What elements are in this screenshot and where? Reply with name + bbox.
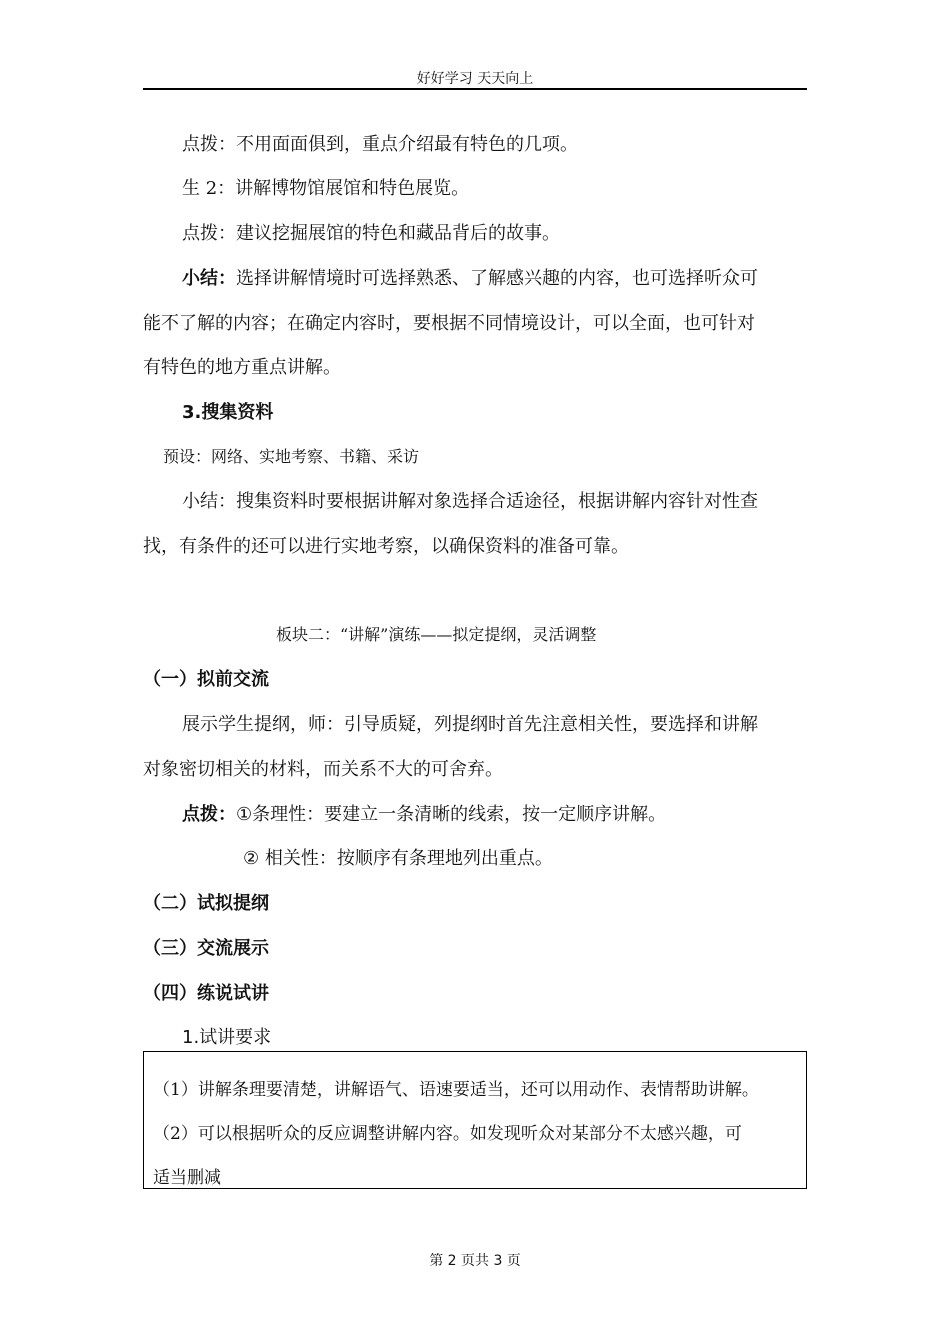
hint-label: 点拨： bbox=[182, 804, 236, 825]
subheading-1: （一）拟前交流 bbox=[143, 669, 269, 690]
hint-item-1-text: ①条理性：要建立一条清晰的线索，按一定顺序讲解。 bbox=[236, 804, 667, 825]
preset-text: 预设：网络、实地考察、书籍、采访 bbox=[163, 447, 420, 466]
section-title: 板块二：“讲解”演练——拟定提纲，灵活调整 bbox=[276, 625, 597, 644]
hint-label: 点拨： bbox=[182, 134, 236, 155]
requirement-1: （1）讲解条理要清楚，讲解语气、语速要适当，还可以用动作、表情帮助讲解。 bbox=[153, 1080, 759, 1100]
summary-2-line-1: 小结：搜集资料时要根据讲解对象选择合适途径，根据讲解内容针对性查 bbox=[182, 491, 758, 512]
summary-1-line-3: 有特色的地方重点讲解。 bbox=[143, 357, 341, 378]
paragraph-hint-1 bbox=[182, 135, 578, 155]
summary-text: 选择讲解情境时可选择熟悉、了解感兴趣的内容，也可选择听众可 bbox=[236, 268, 758, 289]
summary-label: 小结： bbox=[182, 268, 236, 289]
header-rule bbox=[143, 88, 807, 90]
page-footer: 第 2 页共 3 页 bbox=[429, 1253, 521, 1269]
subheading-2: （二）试拟提纲 bbox=[143, 893, 269, 914]
requirement-2-cont: 适当删减 bbox=[153, 1168, 221, 1188]
hint-text: 建议挖掘展馆的特色和藏品背后的故事。 bbox=[236, 223, 560, 244]
subheading-4: （四）练说试讲 bbox=[143, 983, 269, 1004]
hint-item-2: ② 相关性：按顺序有条理地列出重点。 bbox=[243, 848, 553, 869]
hint-label: 点拨： bbox=[182, 223, 236, 244]
paragraph-student-2: 生 2：讲解博物馆展馆和特色展览。 bbox=[182, 178, 470, 199]
summary-2-line-2: 找，有条件的还可以进行实地考察，以确保资料的准备可靠。 bbox=[143, 536, 629, 557]
exchange-line-2: 对象密切相关的材料，而关系不大的可舍弃。 bbox=[143, 759, 503, 780]
requirements-box bbox=[143, 1051, 807, 1189]
hint-item-1 bbox=[182, 805, 666, 825]
exchange-line-1: 展示学生提纲，师：引导质疑，列提纲时首先注意相关性，要选择和讲解 bbox=[182, 714, 758, 735]
summary-1-line-1 bbox=[182, 269, 758, 289]
requirements-title: 1.试讲要求 bbox=[182, 1027, 272, 1048]
heading-collect-materials: 3.搜集资料 bbox=[182, 402, 274, 423]
subheading-3: （三）交流展示 bbox=[143, 938, 269, 959]
summary-1-line-2: 能不了解的内容；在确定内容时，要根据不同情境设计，可以全面，也可针对 bbox=[143, 313, 755, 334]
requirement-2: （2）可以根据听众的反应调整讲解内容。如发现听众对某部分不太感兴趣，可 bbox=[153, 1124, 742, 1144]
page-header: 好好学习 天天向上 bbox=[416, 71, 534, 87]
paragraph-hint-2 bbox=[182, 224, 560, 244]
hint-text: 不用面面俱到，重点介绍最有特色的几项。 bbox=[236, 134, 578, 155]
